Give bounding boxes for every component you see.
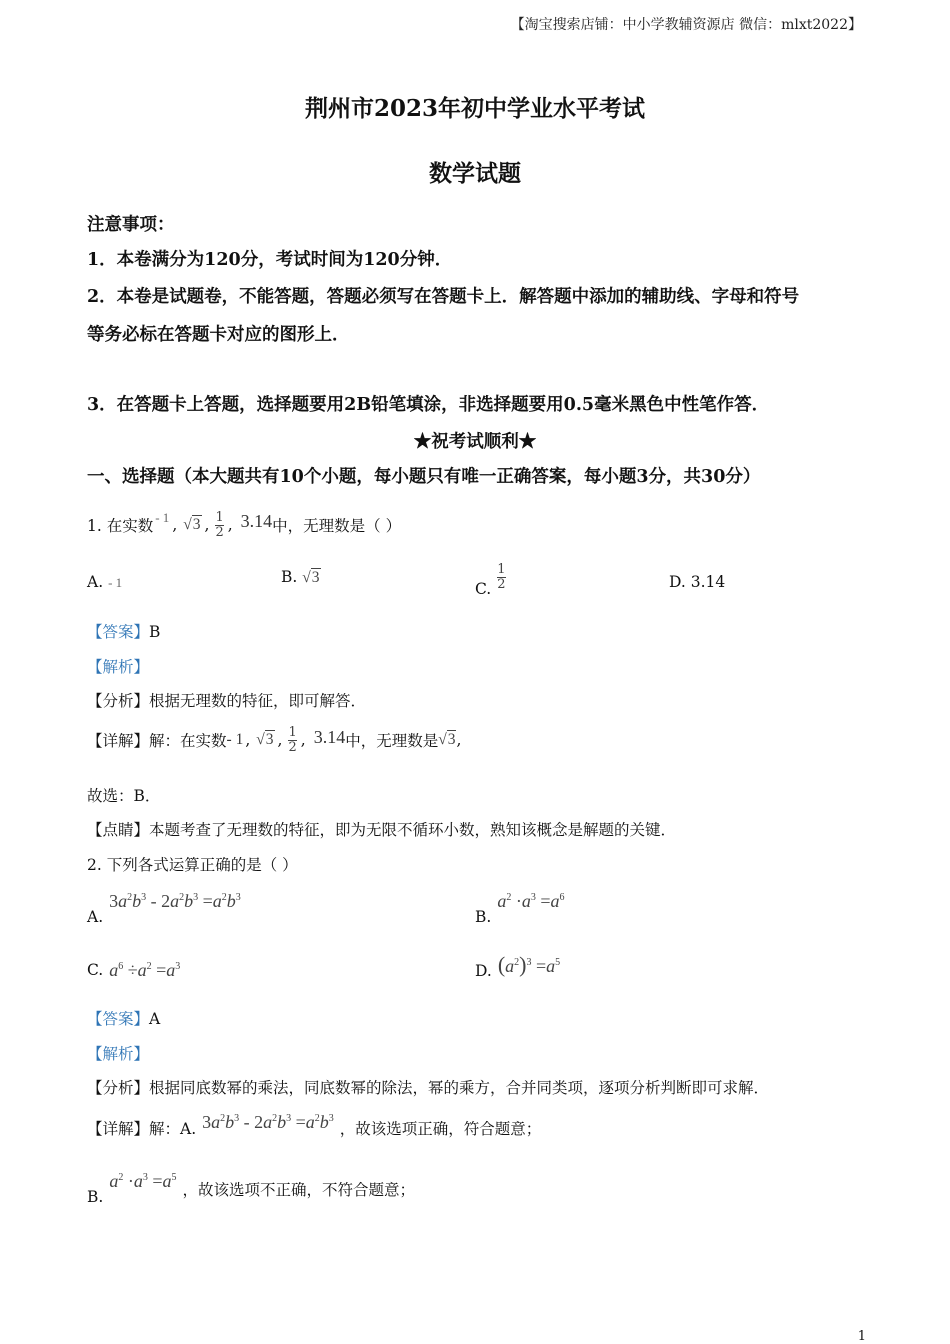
q1-option-b[interactable]: B. √3	[281, 568, 320, 586]
q1-option-d[interactable]: D. 3.14	[669, 573, 726, 591]
q2-analysis-tag: 【解析】	[87, 1045, 150, 1063]
wish-line: ★祝考试顺利★	[413, 432, 537, 452]
q2-fenxi: 【分析】根据同底数幂的乘法，同底数幂的除法，幂的乘方，合并同类项，逐项分析判断即可求解．	[87, 1079, 770, 1097]
notice-heading: 注意事项：	[87, 215, 175, 235]
page-number: 1	[857, 1329, 866, 1344]
page-subtitle: 数学试题	[429, 160, 521, 187]
q1-analysis-tag: 【解析】	[87, 658, 150, 676]
sqrt-three: √3	[183, 516, 201, 533]
q1-fenxi: 【分析】根据无理数的特征，即可解答．	[87, 692, 367, 710]
header-note: 【淘宝搜索店铺：中小学教辅资源店 微信：mlxt2022】	[510, 17, 862, 33]
q2-option-d[interactable]: D. $(a^2)^3 =a^5$	[475, 952, 561, 980]
q1-number-314: 3.14	[240, 510, 273, 531]
q1-guxuan: 故选：B．	[87, 787, 161, 805]
notice-item-1: 1．本卷满分为120分，考试时间为120分钟．	[87, 250, 453, 270]
q1-answer: 【答案】B	[87, 623, 161, 641]
page-title: 荆州市2023年初中学业水平考试	[304, 95, 645, 122]
section-1-heading: 一、选择题（本大题共有10个小题，每小题只有唯一正确答案，每小题3分，共30分）	[87, 467, 761, 487]
q1-dianjing: 【点睛】本题考查了无理数的特征，即为无限不循环小数，熟知该概念是解题的关键．	[87, 821, 677, 839]
q2-option-b[interactable]: B. $a^2 \cdot a^3 =a^6$	[475, 891, 565, 926]
q2-xiangjie-a: 【详解】 解：A. $3a^2b^3 - 2a^2b^3 =a^2b^3$ ，故该选项正确，符合题意；	[87, 1111, 542, 1138]
q1-xiangjie: 【详解】 解：在实数 - 1 , √3 , $\frac{1}{2}$ , 3.14 中，无理数是 √3 ,	[87, 724, 462, 755]
q2-answer: 【答案】A	[87, 1010, 161, 1028]
q2-option-c[interactable]: C. $a^6 \div a^2 =a^3$	[87, 959, 181, 980]
q2-stem: 2. 下列各式运算正确的是（ ）	[87, 856, 298, 874]
notice-item-2-line-2: 等务必标在答题卡对应的图形上．	[87, 325, 350, 345]
q1-neg-one: - 1	[155, 510, 170, 525]
q1-option-c[interactable]: C. $\frac{1}{2}$	[475, 561, 506, 598]
q1-stem-suffix: 中，无理数是（ ）	[272, 517, 402, 535]
q1-stem: 1. 在实数 - 1 , √3 , $\frac{1}{2}$ , 3.14 中，无理数是（ ）	[87, 509, 402, 540]
fraction-one-half: $\frac{1}{2}$	[215, 509, 224, 540]
notice-item-3: 3．在答题卡上答题，选择题要用2B铅笔填涂，非选择题要用0.5毫米黑色中性笔作答．	[87, 395, 770, 415]
q1-stem-prefix: 1. 在实数	[87, 517, 154, 535]
q2-xiangjie-b: B. $a^2 \cdot a^3 =a^5$ ，故该选项不正确，不符合题意；	[87, 1171, 415, 1206]
q1-option-a[interactable]: A. - 1	[87, 573, 123, 591]
notice-item-2-line-1: 2．本卷是试题卷，不能答题，答题必须写在答题卡上．解答题中添加的辅助线、字母和符号	[87, 287, 800, 307]
q2-option-a[interactable]: A. $3a^2b^3 - 2a^2b^3 =a^2b^3$	[87, 891, 241, 926]
